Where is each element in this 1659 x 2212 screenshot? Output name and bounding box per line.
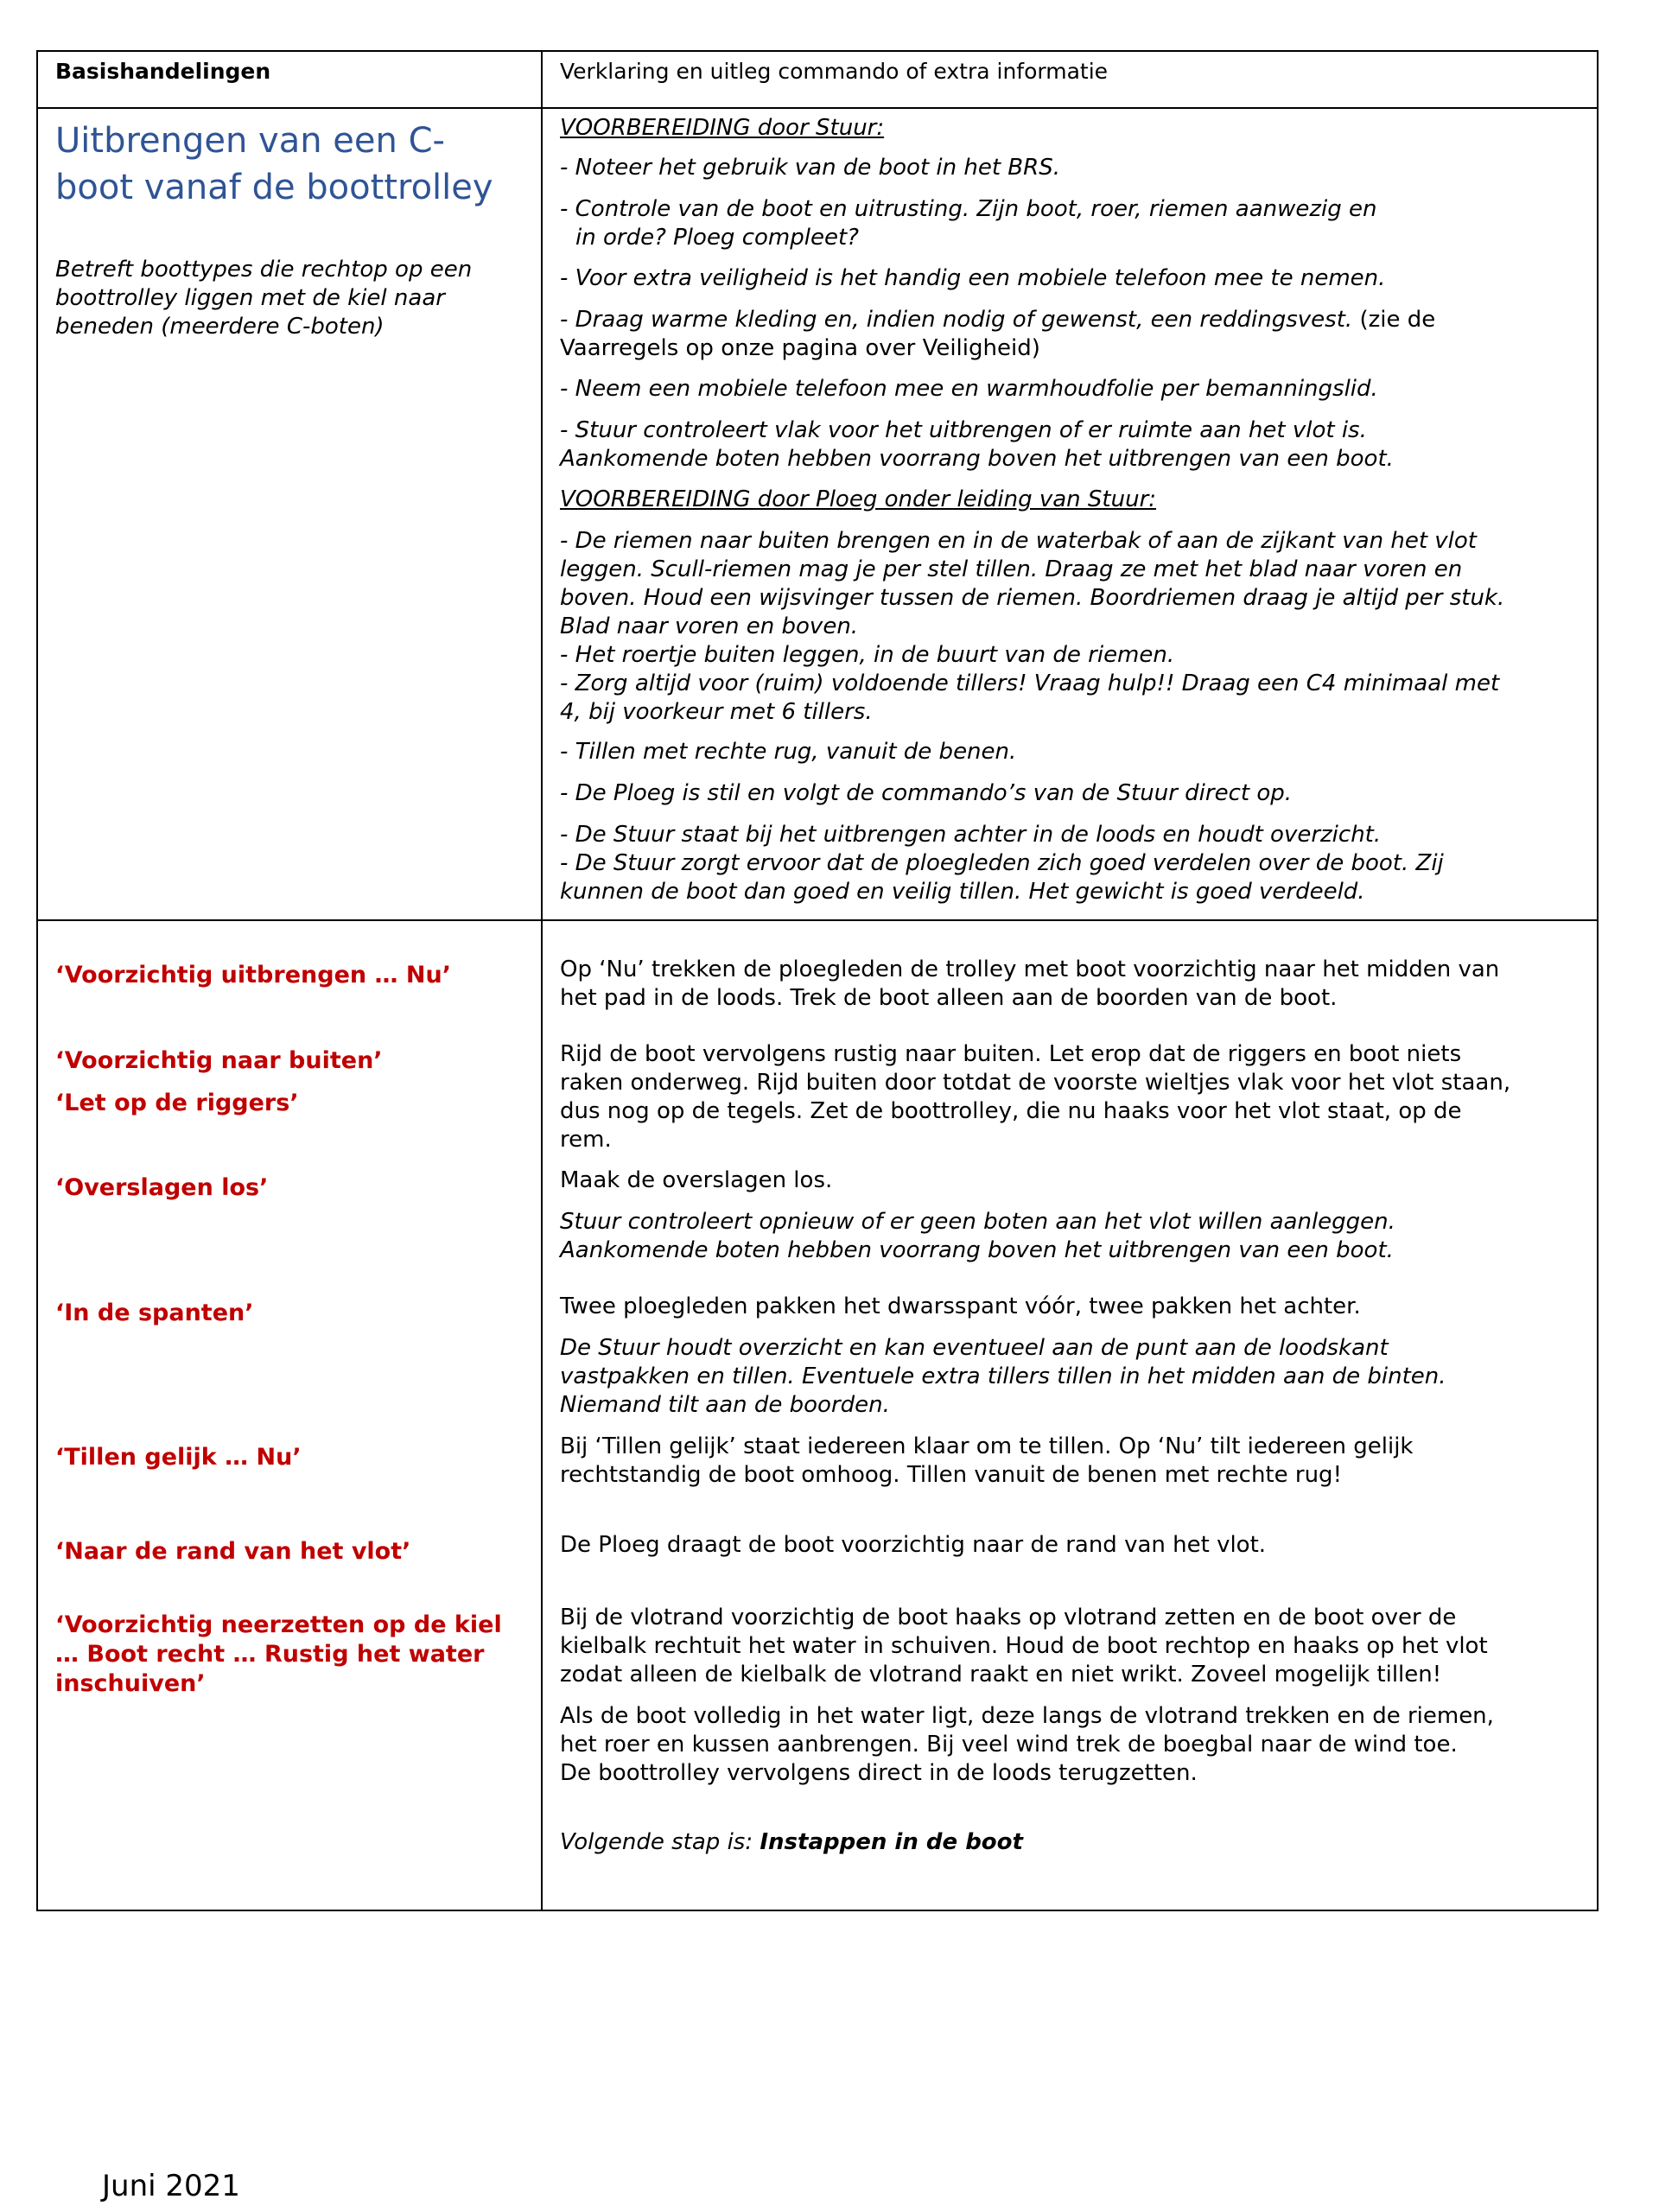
- explanation-5: Twee ploegleden pakken het dwarsspant vóór, twee pakken het achter.: [560, 1294, 1361, 1319]
- prep-item-stuur-overzicht: - De Stuur staat bij het uitbrengen achter in de loods en houdt overzicht.: [560, 822, 1382, 848]
- prep-item-tillers-1: - Zorg altijd voor (ruim) voldoende tillers! Vraag hulp!! Draag een C4 minimaal met: [560, 671, 1500, 696]
- header-basishandelingen: Basishandelingen: [38, 52, 543, 107]
- instruction-table: [36, 50, 1599, 1911]
- explanation-8: De Ploeg draagt de boot voorzichtig naar de rand van het vlot.: [560, 1532, 1267, 1558]
- section-title: Uitbrengen van een C-boot vanaf de boottrolley: [55, 121, 493, 207]
- explanation-6c: Niemand tilt aan de boorden.: [560, 1392, 890, 1418]
- prep-item-brs: - Noteer het gebruik van de boot in het BRS.: [560, 155, 1060, 181]
- prep-item-ruimte-vlot: - Stuur controleert vlak voor het uitbrengen of er ruimte aan het vlot is.: [560, 417, 1367, 443]
- command-in-de-spanten: ‘In de spanten’: [55, 1300, 254, 1326]
- footer-date: Juni 2021: [102, 2169, 240, 2203]
- explanation-7a: Bij ‘Tillen gelijk’ staat iedereen klaar om te tillen. Op ‘Nu’ tilt iedereen gelijk: [560, 1433, 1414, 1459]
- explanation-6a: De Stuur houdt overzicht en kan eventueel aan de punt aan de loodskant: [560, 1335, 1389, 1361]
- explanation-10b: het roer en kussen aanbrengen. Bij veel wind trek de boegbal naar de wind toe.: [560, 1732, 1458, 1758]
- prep-item-controle-cont: in orde? Ploeg compleet?: [575, 225, 859, 251]
- prep-item-verdelen-2: kunnen de boot dan goed en veilig tillen. Het gewicht is goed verdeeld.: [560, 879, 1365, 905]
- next-step-prefix: Volgende stap is:: [560, 1829, 760, 1855]
- prep-item-riemen-3: boven. Houd een wijsvinger tussen de riemen. Boordriemen draag je altijd per stuk.: [560, 585, 1505, 611]
- table-header-row: [38, 52, 1597, 107]
- prep-item-ploeg-stil: - De Ploeg is stil en volgt de commando’s van de Stuur direct op.: [560, 780, 1293, 806]
- commands-cell: [38, 921, 543, 1910]
- prep-item-tillers-2: 4, bij voorkeur met 6 tillers.: [560, 699, 873, 725]
- prep-item-rechte-rug: - Tillen met rechte rug, vanuit de benen.: [560, 739, 1017, 765]
- section-cell: [38, 109, 543, 919]
- prep-item-warmhoudfolie: - Neem een mobiele telefoon mee en warmhoudfolie per bemanningslid.: [560, 376, 1378, 402]
- explanation-7b: rechtstandig de boot omhoog. Tillen vanuit de benen met rechte rug!: [560, 1462, 1342, 1488]
- prep-item-kleding-text: - Draag warme kleding en, indien nodig of gewenst, een reddingsvest.: [560, 307, 1353, 333]
- explanation-1a: Op ‘Nu’ trekken de ploegleden de trolley met boot voorzichtig naar het midden van: [560, 957, 1500, 982]
- explanation-10a: Als de boot volledig in het water ligt, deze langs de vlotrand trekken en de riemen,: [560, 1703, 1494, 1729]
- explanation-3: Maak de overslagen los.: [560, 1167, 833, 1193]
- prep-item-vaarregels: Vaarregels op onze pagina over Veiligheid): [560, 335, 1040, 361]
- explanation-6b: vastpakken en tillen. Eventuele extra tillers tillen in het midden aan de binten.: [560, 1363, 1446, 1389]
- prep-item-verdelen-1: - De Stuur zorgt ervoor dat de ploegleden zich goed verdelen over de boot. Zij: [560, 850, 1444, 876]
- explanation-10c: De boottrolley vervolgens direct in de loods terugzetten.: [560, 1760, 1198, 1786]
- command-neerzetten-1: ‘Voorzichtig neerzetten op de kiel: [55, 1611, 502, 1638]
- prep-item-voorrang: Aankomende boten hebben voorrang boven het uitbrengen van een boot.: [560, 446, 1394, 472]
- preparation-cell: [543, 109, 1597, 919]
- command-overslagen-los: ‘Overslagen los’: [55, 1174, 269, 1201]
- explanation-2a: Rijd de boot vervolgens rustig naar buiten. Let erop dat de riggers en boot niets: [560, 1041, 1462, 1067]
- prep-item-riemen-4: Blad naar voren en boven.: [560, 613, 859, 639]
- prep-item-controle: - Controle van de boot en uitrusting. Zijn boot, roer, riemen aanwezig en: [560, 196, 1377, 222]
- section-subtitle: Betreft boottypes die rechtop op een boottrolley liggen met de kiel naar beneden (meerdere C-boten): [55, 257, 473, 340]
- heading-voorbereiding-ploeg: VOORBEREIDING door Ploeg onder leiding van Stuur:: [560, 486, 1157, 512]
- explanations-cell: [543, 921, 1597, 1910]
- explanation-4a: Stuur controleert opnieuw of er geen boten aan het vlot willen aanleggen.: [560, 1209, 1395, 1235]
- preparation-row: [38, 107, 1597, 919]
- explanation-2d: rem.: [560, 1127, 612, 1153]
- command-tillen-gelijk: ‘Tillen gelijk … Nu’: [55, 1444, 302, 1471]
- command-voorzichtig-uitbrengen: ‘Voorzichtig uitbrengen … Nu’: [55, 962, 451, 988]
- explanation-9a: Bij de vlotrand voorzichtig de boot haaks op vlotrand zetten en de boot over de: [560, 1605, 1457, 1630]
- commands-row: [38, 919, 1597, 1910]
- heading-voorbereiding-stuur: VOORBEREIDING door Stuur:: [560, 115, 885, 141]
- command-neerzetten-3: inschuiven’: [55, 1670, 206, 1697]
- explanation-1b: het pad in de loods. Trek de boot alleen aan de boorden van de boot.: [560, 985, 1338, 1011]
- prep-item-telefoon: - Voor extra veiligheid is het handig een mobiele telefoon mee te nemen.: [560, 265, 1386, 291]
- command-let-op-riggers: ‘Let op de riggers’: [55, 1090, 299, 1116]
- next-step-link: Instappen in de boot: [760, 1829, 1023, 1855]
- prep-item-riemen-1: - De riemen naar buiten brengen en in de waterbak of aan de zijkant van het vlot: [560, 528, 1477, 554]
- explanation-2b: raken onderweg. Rijd buiten door totdat de voorste wieltjes vlak voor het vlot staan,: [560, 1070, 1511, 1096]
- command-naar-buiten: ‘Voorzichtig naar buiten’: [55, 1047, 383, 1074]
- explanation-2c: dus nog op de tegels. Zet de boottrolley, die nu haaks voor het vlot staat, op de: [560, 1098, 1462, 1124]
- prep-item-kleding: [560, 306, 1571, 334]
- next-step-line: [560, 1828, 1571, 1857]
- prep-item-kleding-ref: (zie de: [1359, 307, 1436, 333]
- command-naar-rand-vlot: ‘Naar de rand van het vlot’: [55, 1538, 411, 1565]
- explanation-9b: kielbalk rechtuit het water in schuiven. Houd de boot rechtop en haaks op het vlot: [560, 1633, 1488, 1659]
- prep-item-roertje: - Het roertje buiten leggen, in de buurt van de riemen.: [560, 642, 1175, 668]
- command-neerzetten-2: … Boot recht … Rustig het water: [55, 1641, 485, 1668]
- header-verklaring: Verklaring en uitleg commando of extra informatie: [560, 59, 1109, 84]
- explanation-9c: zodat alleen de kielbalk de vlotrand raakt en niet wrikt. Zoveel mogelijk tillen!: [560, 1662, 1442, 1688]
- explanation-4b: Aankomende boten hebben voorrang boven het uitbrengen van een boot.: [560, 1237, 1394, 1263]
- prep-item-riemen-2: leggen. Scull-riemen mag je per stel tillen. Draag ze met het blad naar voren en: [560, 556, 1463, 582]
